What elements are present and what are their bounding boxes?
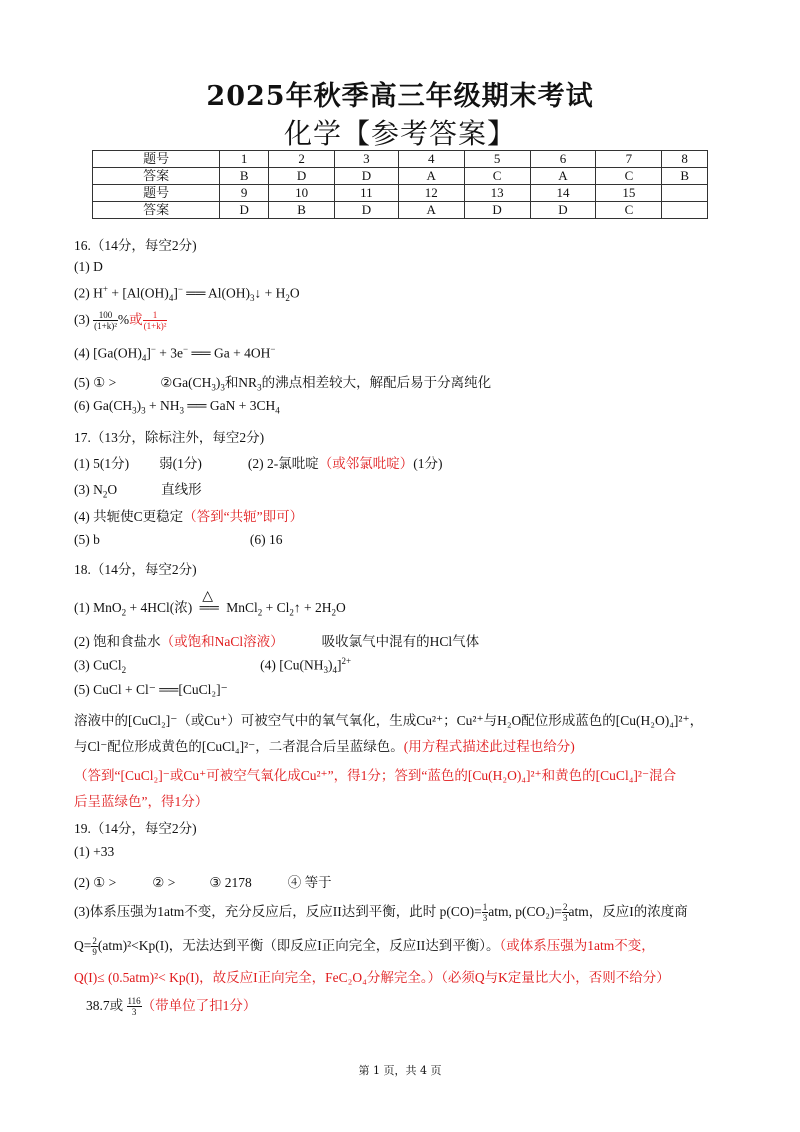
fraction	[143, 310, 168, 331]
denominator: 3	[563, 913, 568, 924]
table-cell: 7	[596, 151, 662, 168]
text: (3)体系压强为1atm不变，充分反应后，反应II达到平衡，此时 p(CO)=	[74, 904, 482, 919]
text: + 3e	[155, 345, 184, 361]
text: (3) CuCl	[74, 657, 122, 673]
q17-answer-1-2	[74, 452, 442, 472]
q16-answer-6: (6) $Ga(CH_3)_3 + NH_3$ ══ GaN + $3CH_4$	[74, 398, 280, 416]
text: (6) Ga(CH	[74, 398, 133, 413]
alt-answer: （或邻氯吡啶）	[318, 456, 414, 471]
text: ══ GaN + 3CH	[183, 398, 276, 413]
q19-answer-1: (1) +33	[74, 844, 115, 859]
text: (3)	[74, 312, 94, 327]
q16-answer-5: (5) ① > $②Ga(CH_3)_3$和$NR_3$的沸点相差较大，解配后易于分离纯化	[74, 375, 492, 393]
row-label: 题号	[93, 151, 220, 168]
table-cell	[662, 202, 708, 219]
text: (2) H	[74, 285, 103, 301]
text: ② >	[152, 875, 176, 890]
grading-note: （答到“共轭”即可）	[183, 509, 304, 524]
text: + 4HCl(浓)	[126, 600, 193, 615]
text: (1) MnO	[74, 600, 122, 615]
q18-explanation-2	[74, 735, 575, 755]
table-cell: 10	[269, 185, 335, 202]
table-cell: D	[269, 168, 335, 185]
text: 的沸点相差较大，解配后易于分离纯化	[261, 375, 492, 390]
table-row	[93, 151, 708, 168]
q17-answer-3: (3) $N_2O$ 直线形	[74, 482, 202, 500]
fraction	[93, 310, 118, 331]
text: ══ Al(OH)	[182, 285, 251, 301]
text: Q=	[74, 938, 92, 953]
text: %	[117, 312, 130, 327]
row-label: 答案	[93, 202, 220, 219]
table-cell: D	[335, 168, 399, 185]
table-cell: D	[335, 202, 399, 219]
text: 38.7或	[86, 998, 127, 1013]
numerator: 2	[563, 902, 568, 913]
q19-answer-3-cont	[74, 934, 655, 957]
exam-subtitle: 化学【参考答案】	[283, 117, 516, 150]
numerator: 116	[127, 996, 141, 1007]
numerator: 2	[92, 936, 97, 947]
text: ↑ + 2H	[293, 600, 332, 615]
alt-answer: 或	[129, 312, 143, 327]
text: (4) 共轭使C更稳定	[74, 509, 184, 524]
q18-grading-note-1: （答到“[CuCl₂]⁻或Cu⁺可被空气氧化成Cu²⁺”，得1分；答到“蓝色的[Cu(H₂O)₄]²⁺和黄色的[CuCl₄]²⁻混合	[74, 768, 677, 783]
text: ]	[173, 285, 178, 301]
table-cell: 11	[335, 185, 399, 202]
denominator: 3	[482, 913, 488, 924]
q16-answer-2: (2) $H^+ + [Al(OH)_4]^-$ ══ $Al(OH)_3↓ + H_2O$	[74, 284, 300, 304]
text: 弱(1分)	[159, 456, 202, 471]
text: (5) b	[74, 532, 100, 547]
heat-condition: △ ══	[199, 589, 219, 615]
text: (1分)	[413, 456, 443, 471]
text: (3) N	[74, 482, 103, 497]
text: O	[289, 285, 300, 301]
table-cell: C	[596, 202, 662, 219]
text: atm, p(CO₂)=	[488, 904, 563, 919]
fraction	[127, 996, 142, 1017]
q17-answer-5-6	[74, 532, 283, 548]
numerator: 100	[93, 310, 118, 321]
q19-answer-3	[74, 900, 688, 923]
text: (2) 饱和食盐水	[74, 634, 161, 649]
text: ②Ga(CH	[160, 375, 212, 390]
grading-note: (用方程式描述此过程也给分)	[403, 739, 575, 754]
delta-icon: △	[202, 589, 214, 604]
text: (6) 16	[249, 532, 283, 547]
q18-heading: 18.（14分，每空2分)	[74, 562, 197, 577]
text: 和NR	[224, 375, 258, 390]
table-cell: A	[398, 202, 464, 219]
text: ]	[337, 657, 342, 673]
alt-answer: （或体系压强为1atm不变，	[499, 938, 655, 953]
table-cell: A	[530, 168, 596, 185]
text: 吸收氯气中混有的HCl气体	[321, 634, 480, 649]
table-cell: B	[220, 168, 269, 185]
text: ══ Ga + 4OH	[188, 345, 271, 361]
answer-table	[92, 150, 708, 219]
text: (2) ① >	[74, 875, 117, 890]
table-cell: 9	[220, 185, 269, 202]
table-cell: 6	[530, 151, 596, 168]
table-cell: 15	[596, 185, 662, 202]
q16-answer-3	[74, 308, 167, 331]
text: 与Cl⁻配位形成黄色的[CuCl₄]²⁻，二者混合后呈蓝绿色。	[74, 739, 404, 754]
q17-heading: 17.（13分，除标注外，每空2分)	[74, 430, 265, 445]
text: (atm)²<Kp(I)，无法达到平衡（即反应I正向完全，反应II达到平衡）。	[97, 938, 500, 953]
table-cell: 5	[464, 151, 530, 168]
table-cell	[662, 185, 708, 202]
text: (4) [Cu(NH	[260, 657, 324, 673]
text: O	[336, 600, 346, 615]
text: MnCl	[226, 600, 258, 615]
denominator: (1+k)²	[143, 321, 167, 332]
grading-note: （带单位了扣1分）	[141, 998, 257, 1013]
text: ④ 等于	[287, 875, 332, 890]
text: )	[136, 398, 142, 413]
q19-answer-final	[86, 994, 256, 1017]
text: atm，反应I的浓度商	[568, 904, 688, 919]
text: )	[328, 657, 333, 673]
q18-answer-3-4: (3) CuCl$_2$ (4) $[Cu(NH_3)_4]^{2+}$	[74, 656, 352, 676]
alt-answer: （或饱和NaCl溶液）	[160, 634, 284, 649]
table-cell: B	[269, 202, 335, 219]
table-cell: C	[596, 168, 662, 185]
numerator: 1	[143, 310, 168, 321]
table-cell: 8	[662, 151, 708, 168]
denominator: 3	[131, 1007, 137, 1018]
table-cell: A	[398, 168, 464, 185]
q18-answer-2	[74, 630, 479, 650]
q19-heading: 19.（14分，每空2分)	[74, 821, 197, 836]
text: O	[107, 482, 118, 497]
table-row	[93, 202, 708, 219]
table-cell: 1	[220, 151, 269, 168]
exam-title: 2025年秋季高三年级期末考试	[206, 81, 594, 112]
q19-grading-note: Q(I)≤ (0.5atm)²< Kp(I)，故反应I正向完全，FeC₂O₄分解完全。）（必须Q与K定量比大小，否则不给分）	[74, 970, 670, 985]
q18-answer-1: (1) MnO$_2$ + 4HCl(浓) △ ══ MnCl$_2$ + $Cl_2↑ + 2H_2O$	[74, 589, 346, 618]
page-footer: 第 1 页，共 4 页	[358, 1064, 442, 1077]
numerator: 1	[482, 902, 488, 913]
table-cell: D	[530, 202, 596, 219]
table-cell: C	[464, 168, 530, 185]
table-cell: B	[662, 168, 708, 185]
q18-explanation-1: 溶液中的[CuCl₂]⁻（或Cu⁺）可被空气中的氧气氧化，生成Cu²⁺；Cu²⁺与H₂O配位形成蓝色的[Cu(H₂O)₄]²⁺，	[74, 713, 704, 728]
q17-answer-4	[74, 505, 303, 525]
q18-answer-5: (5) CuCl + Cl⁻ ══[CuCl₂]⁻	[74, 682, 228, 697]
denominator: (1+k)²	[94, 321, 117, 332]
table-cell: D	[220, 202, 269, 219]
denominator: 9	[92, 947, 97, 958]
text: 直线形	[161, 482, 202, 497]
table-row	[93, 185, 708, 202]
row-label: 答案	[93, 168, 220, 185]
text: + NH	[145, 398, 180, 413]
text: (4) [Ga(OH)	[74, 345, 142, 361]
text: + Cl	[262, 600, 290, 615]
text: (2) 2-氯吡啶	[247, 456, 319, 471]
table-cell: 12	[398, 185, 464, 202]
table-cell: 3	[335, 151, 399, 168]
text: ↓ + H	[254, 285, 286, 301]
table-cell: 2	[269, 151, 335, 168]
text: (5) ① >	[74, 375, 117, 390]
q16-answer-1: (1) D	[74, 259, 103, 274]
row-label: 题号	[93, 185, 220, 202]
q16-answer-4: (4) $[Ga(OH)_4]^- + 3e^-$ ══ Ga + 4OH−	[74, 344, 276, 364]
table-cell: 4	[398, 151, 464, 168]
text: )	[215, 375, 221, 390]
table-cell: 13	[464, 185, 530, 202]
text: + [Al(OH)	[107, 285, 169, 301]
text: ]	[146, 345, 151, 361]
text: ③ 2178	[209, 875, 252, 890]
q18-grading-note-2: 后呈蓝绿色”，得1分）	[74, 794, 209, 809]
table-row	[93, 168, 708, 185]
text: (1) 5(1分)	[74, 456, 130, 471]
table-cell: 14	[530, 185, 596, 202]
table-cell: D	[464, 202, 530, 219]
q19-answer-2	[74, 871, 332, 891]
q16-heading: 16.（14分，每空2分)	[74, 238, 197, 253]
